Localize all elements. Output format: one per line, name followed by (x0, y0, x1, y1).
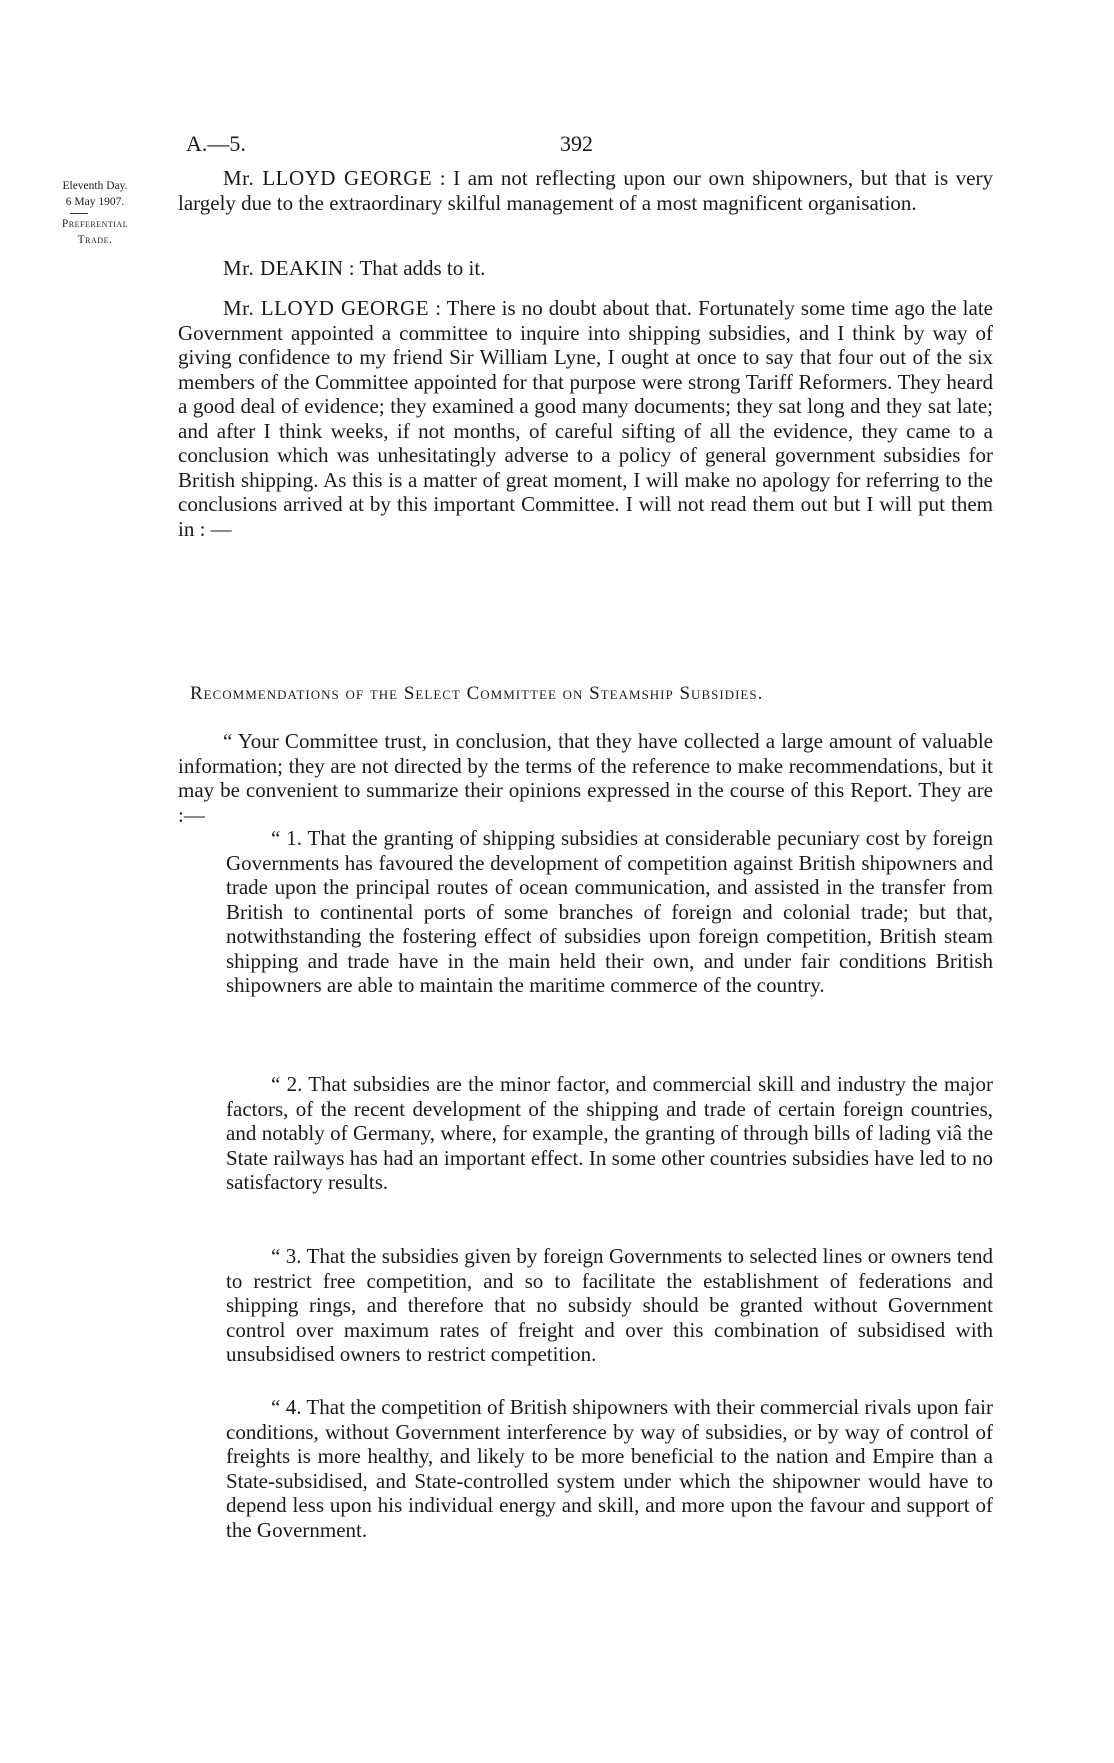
recommendation-1: “ 1. That the granting of shipping subsidies at considerable pecuniary cost by foreign Governments has favoured the development of competition against British shipowners and trade upon the principal routes of ocean communication, and assisted in the transfer from British to continental ports of some branches of foreign and colonial trade; but that, notwithstanding the fostering effect of subsidies upon foreign competition, British steam shipping and trade have in the main held their own, and under fair conditions British shipowners are able to maintain the maritime commerce of the country. (226, 826, 993, 997)
recommendation-2: “ 2. That subsidies are the minor factor, and commercial skill and industry the major factors, of the recent development of the shipping and trade of certain foreign countries, and notably of Germany, where, for example, the granting of through bills of lading viâ the State railways has had an important effect. In some other countries subsidies have led to no satisfactory results. (226, 1072, 993, 1194)
margin-divider (70, 213, 88, 214)
margin-note (30, 178, 160, 248)
speaker-name: Mr. DEAKIN (223, 256, 344, 280)
speech-text: : I am not reflecting upon our own shipowners, but that is very largely due to the extraordinary skilful management of a most magnificent organisation. (178, 166, 993, 215)
paragraph-deakin (178, 256, 993, 281)
page-number: 392 (560, 131, 593, 156)
recommendation-4: “ 4. That the competition of British shipowners with their commercial rivals upon fair conditions, without Government interference by way of subsidies, or by way of control of freights is more healthy, and likely to be more beneficial to the nation and Empire than a State-subsidised, and State-controlled system under which the shipowner would have to depend less upon his individual energy and skill, and more upon the favour and support of the Government. (226, 1395, 993, 1542)
speech-text: : There is no doubt about that. Fortunately some time ago the late Government appointed a committee to inquire into shipping subsidies, and I think by way of giving confidence to my friend Sir William Lyne, I ought at once to say that four out of the six members of the Committee appointed for that purpose were strong Tariff Reformers. They heard a good deal of evidence; they examined a good many documents; they sat long and they sat late; and after I think weeks, if not months, of careful sifting of all the evidence, they came to a conclusion which was unhesitatingly adverse to a policy of general government subsidies for British shipping. As this is a matter of great moment, I will make no apology for referring to the conclusions arrived at by this important Committee. I will not read them out but I will put them in : — (178, 296, 993, 541)
margin-date: 6 May 1907. (65, 196, 125, 208)
margin-topic-line-1: Preferential (61, 218, 129, 230)
recommendation-3: “ 3. That the subsidies given by foreign Governments to selected lines or owners tend to restrict free competition, and so to facilitate the establishment of federations and shipping rings, and therefore that no subsidy should be granted without Government control over maximum rates of freight and over this combination of subsidised with unsubsidised owners to restrict competition. (226, 1244, 993, 1366)
margin-topic-line-2: Trade. (77, 234, 113, 246)
margin-day: Eleventh Day. (62, 180, 128, 192)
paragraph-lloyd-george-2 (178, 296, 993, 541)
speaker-name: Mr. LLOYD GEORGE (223, 296, 430, 320)
paragraph-lloyd-george-1 (178, 166, 993, 215)
committee-intro: “ Your Committee trust, in conclusion, that they have collected a large amount of valuable information; they are not directed by the terms of the reference to make recommendations, but it may be convenient to summarize their opinions expressed in the course of this Report. They are :— (178, 729, 993, 827)
section-title: Recommendations of the Select Committee on Steamship Subsidies. (190, 683, 764, 704)
speech-text: : That adds to it. (348, 256, 486, 280)
speaker-name: Mr. LLOYD GEORGE (223, 166, 433, 190)
report-reference: A.—5. (186, 131, 246, 156)
